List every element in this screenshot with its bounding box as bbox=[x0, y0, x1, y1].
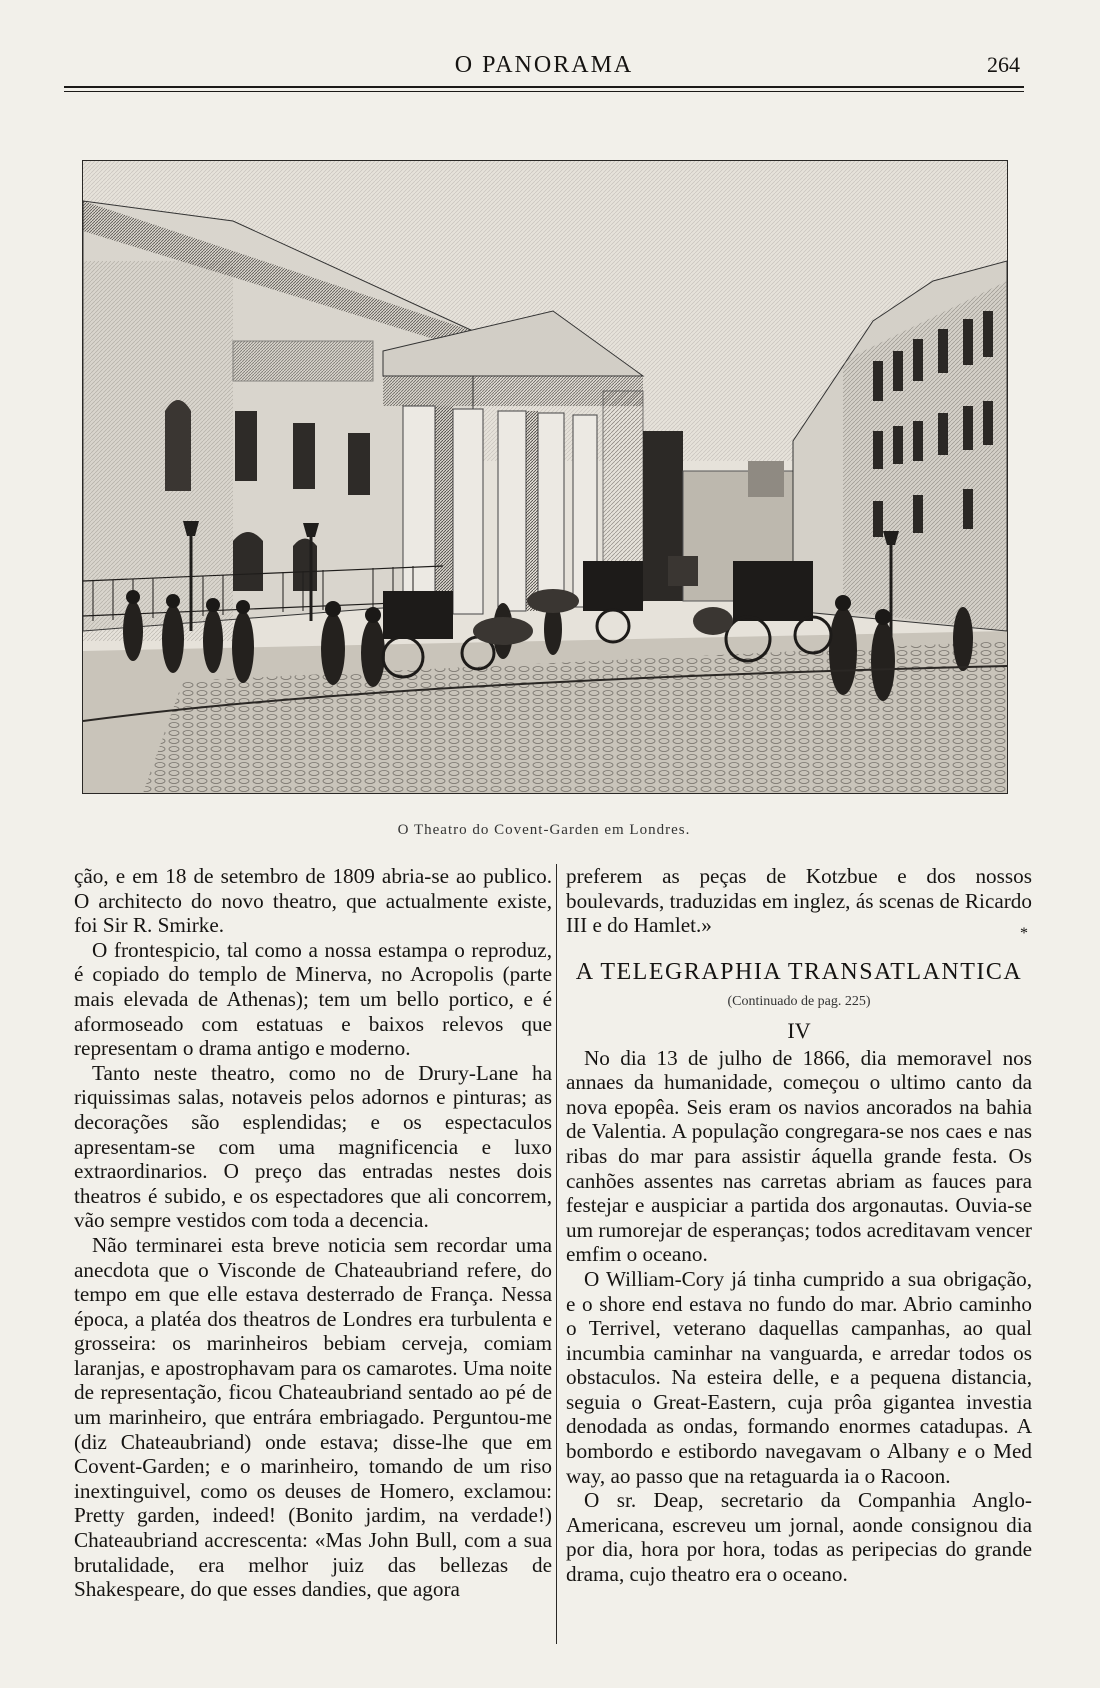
right-column bbox=[566, 864, 1032, 1587]
right-paragraph-4: O sr. Deap, secretario da Companhia Anglo-Americana, escreveu um jornal, aonde consignou dia por dia, hora por hora, todas as peripecias do grande drama, cujo theatro era o oceano. bbox=[566, 1488, 1032, 1587]
left-column bbox=[74, 864, 552, 1602]
column-divider bbox=[556, 864, 557, 1644]
left-paragraph-1: ção, e em 18 de setembro de 1809 abria-se ao publico. O architecto do novo theatro, que actualmente existe, foi Sir R. Smirke. bbox=[74, 864, 552, 938]
right-paragraph-2: No dia 13 de julho de 1866, dia memoravel nos annaes da humanidade, começou o ultimo canto da nova epopêa. Seis eram os navios ancorados na bahia de Valentia. A população congregara-se nos caes e nas ribas do mar para assistir áquella grande festa. Os canhões assentes nas carretas abriam as fauces para festejar e auspiciar a partida dos argonautas. Ouvia-se um rumorejar de esperanças; todos acreditavam vencer emfim o oceano. bbox=[566, 1045, 1032, 1267]
right-paragraph-3: O William-Cory já tinha cumprido a sua obrigação, e o shore end estava no fundo do mar. Abrio caminho o Terrivel, veterano daquellas campanhas, ao qual incumbia caminhar na vanguarda, e arredar todos os obstaculos. Na esteira delle, e a pequena distancia, seguia o Great-Eastern, cuja prôa gigantea investia denodada as ondas, formando enormes catadupas. A bombordo e estibordo navegavam o Albany e o Med way, ao passo que na retaguarda ia o Racoon. bbox=[566, 1266, 1032, 1488]
section-title: A TELEGRAPHIA TRANSATLANTICA bbox=[575, 958, 1023, 985]
engraving-illustration bbox=[83, 161, 1007, 793]
header-rule bbox=[64, 86, 1024, 88]
left-paragraph-2: O frontespicio, tal como a nossa estampa o reproduz, é copiado do templo de Minerva, no Acropolis (parte mais elevada de Athenas); tem um bello portico, e é aformoseado com estatuas e baixos relevos que representam o drama antigo e moderno. bbox=[74, 937, 552, 1061]
figure-caption: O Theatro do Covent-Garden em Londres. bbox=[397, 822, 691, 838]
page-number: 264 bbox=[987, 52, 1020, 77]
left-paragraph-4: Não terminarei esta breve noticia sem recordar uma anecdota que o Visconde de Chateaubriand refere, do tempo em que elle estava desterrado de França. Nessa época, a platéa dos theatros de Londres era turbulenta e grosseira: os marinheiros bebiam cerveja, comiam laranjas, e apostrophavam para os camarotes. Uma noite de representação, ficou Chateaubriand sentado ao pé de um marinheiro, que entrára embriagado. Perguntou-me (diz Chateaubriand) onde estava; disse-lhe que em Covent-Garden; e o marinheiro, tomando de um riso inextinguivel, como os deuses de Homero, exclamou: Pretty garden, indeed! (Bonito jardim, na verdade!) Chateaubriand accrescenta: «Mas John Bull, com a sua brutalidade, era melhor juiz das bellezas de Shakespeare, do que esses dandies, que agora bbox=[74, 1232, 552, 1602]
left-paragraph-3: Tanto neste theatro, como no de Drury-Lane ha riquissimas salas, notaveis pelos adornos e pinturas; as decorações são esplendidas; e os espectaculos apresentam-se com uma magnificencia e luxo extraordinarios. O preço das entradas nestes dois theatros é subido, e os espectadores que ali concorrem, vão sempre vestidos com toda a decencia. bbox=[74, 1060, 552, 1233]
section-mark: * bbox=[1020, 925, 1028, 942]
engraving-covent-garden bbox=[82, 160, 1008, 794]
right-paragraph-1: preferem as peças de Kotzbue e dos nossos boulevards, traduzidas em inglez, ás scenas de Ricardo III e do Hamlet.» bbox=[566, 864, 1032, 938]
journal-title: O PANORAMA bbox=[454, 52, 634, 78]
section-number: IV bbox=[787, 1017, 811, 1043]
section-continuation-note: (Continuado de pag. 225) bbox=[727, 994, 871, 1010]
header-rule-thin bbox=[64, 91, 1024, 92]
